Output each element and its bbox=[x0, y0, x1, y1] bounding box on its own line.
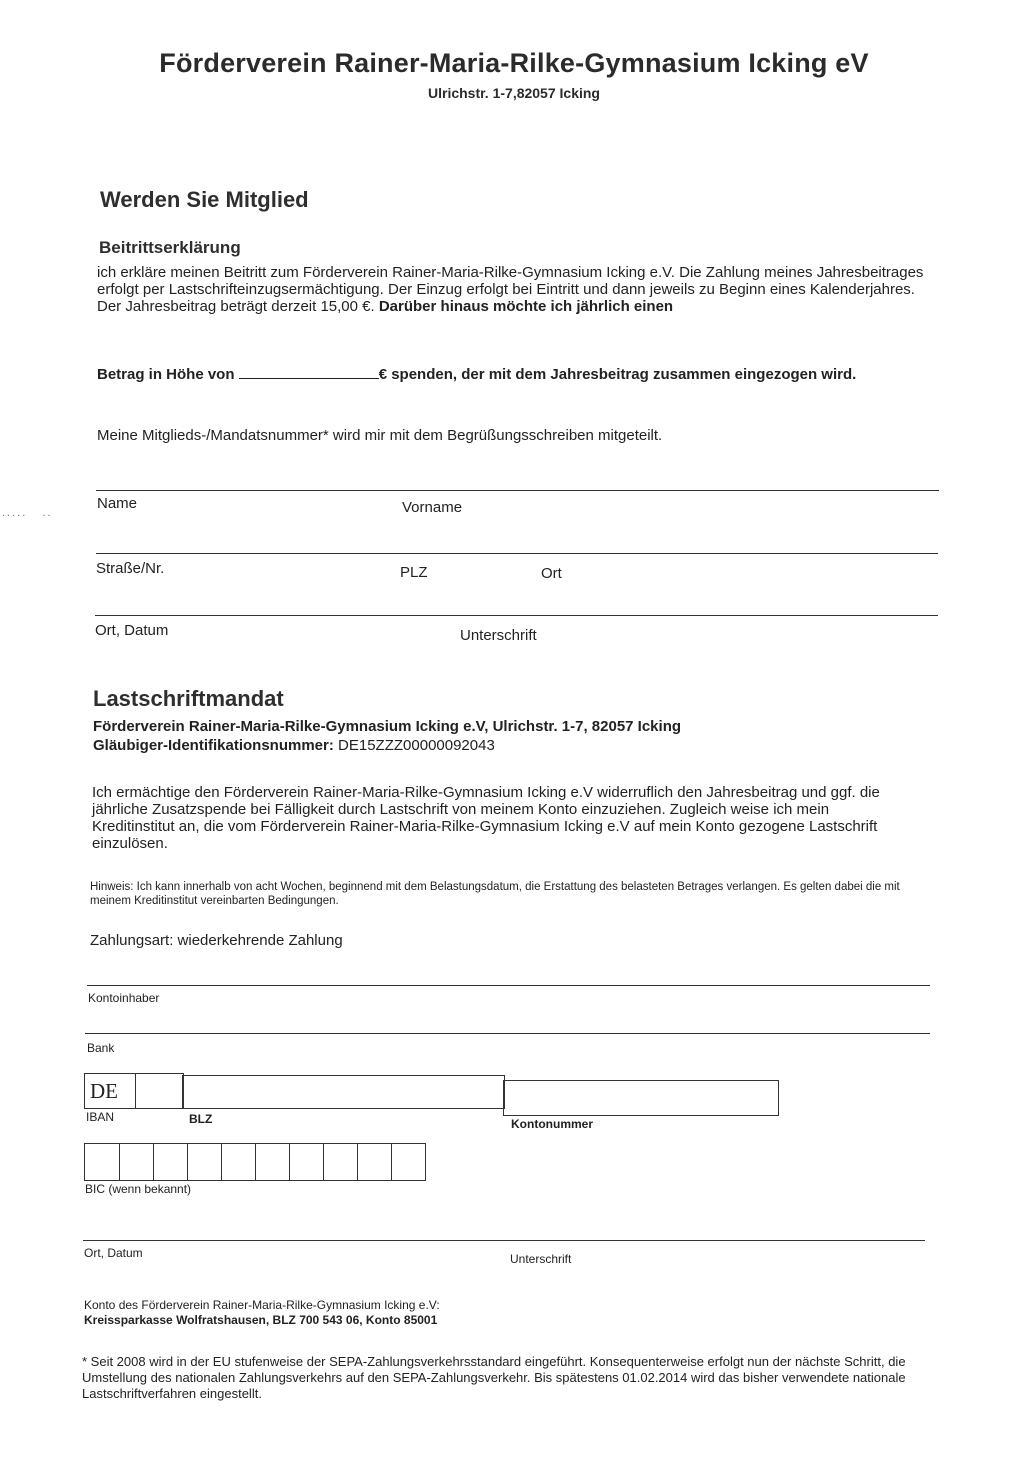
name-line[interactable] bbox=[96, 490, 939, 491]
membership-heading: Werden Sie Mitglied bbox=[100, 187, 309, 212]
declaration-body: ich erkläre meinen Beitritt zum Förderverein Rainer-Maria-Rilke-Gymnasium Icking e.V. Die Zahlung meines Jahresbeitrages erfolgt per Lastschrifteinzugsermächtigung. Der Einzug erfolgt bei Eintritt und dann jeweils zu Beginn eines Kalenderjahres. Der Jahresbeitrag beträgt derzeit 15,00 €. bbox=[97, 264, 924, 315]
account-line-1 bbox=[84, 1298, 440, 1312]
unterschrift-label: Unterschrift bbox=[460, 627, 537, 644]
address-line[interactable] bbox=[96, 553, 938, 554]
ort-label: Ort bbox=[541, 565, 562, 582]
bank-line[interactable] bbox=[85, 1033, 930, 1034]
iban-country-box[interactable] bbox=[84, 1073, 184, 1109]
name-label: Name bbox=[97, 495, 138, 512]
donation-line bbox=[97, 364, 907, 383]
declaration-body-bold: Darüber hinaus möchte ich jährlich einen bbox=[378, 298, 674, 315]
signature-line-mandate[interactable] bbox=[83, 1240, 925, 1241]
bic-label: BIC (wenn bekannt) bbox=[85, 1182, 192, 1196]
creditor-id: DE15ZZZ00000092043 bbox=[338, 737, 495, 754]
donation-prefix: Betrag in Höhe von bbox=[97, 366, 235, 383]
kontoinhaber-line[interactable] bbox=[87, 985, 930, 986]
creditor-id-label: Gläubiger-Identifikationsnummer: bbox=[93, 737, 334, 754]
donation-suffix: € spenden, der mit dem Jahresbeitrag zusammen eingezogen wird. bbox=[378, 366, 857, 383]
account-info-1: Konto des Förderverein Rainer-Maria-Rilke-Gymnasium Icking e.V: bbox=[84, 1298, 440, 1312]
iban-label: IBAN bbox=[86, 1110, 115, 1124]
mandate-heading: Lastschriftmandat bbox=[93, 686, 284, 711]
mandate-hint: Hinweis: Ich kann innerhalb von acht Wochen, beginnend mit dem Belastungsdatum, die Erstattung des belasteten Betrages verlangen. Es gelten dabei die mit meinem Kreditinstitut vereinbarten Bedingungen. bbox=[90, 881, 900, 907]
vorname-label: Vorname bbox=[402, 499, 463, 516]
organization-title: Förderverein Rainer-Maria-Rilke-Gymnasium Icking eV bbox=[159, 48, 869, 78]
kontoinhaber-label: Kontoinhaber bbox=[88, 991, 160, 1005]
creditor-id-line bbox=[93, 737, 495, 754]
signature-line-membership[interactable] bbox=[95, 615, 938, 616]
declaration-text bbox=[97, 264, 942, 315]
iban-prefill: DE bbox=[90, 1079, 118, 1103]
declaration-subheading: Beitrittserklärung bbox=[99, 238, 241, 257]
payment-type: Zahlungsart: wiederkehrende Zahlung bbox=[90, 932, 343, 949]
blz-label: BLZ bbox=[189, 1112, 213, 1126]
sepa-footnote: * Seit 2008 wird in der EU stufenweise der SEPA-Zahlungsverkehrsstandard eingeführt. Konsequenterweise erfolgt nun der nächste Schritt, die Umstellung des nationalen Zahlungsverkehrs auf den SEPA-Zahlungsverkehr. Bis spätestens 01.02.2014 wird das bisher verwendete nationale Lastschriftverfahren eingestellt. bbox=[82, 1354, 906, 1401]
creditor-line: Förderverein Rainer-Maria-Rilke-Gymnasium Icking e.V, Ulrichstr. 1-7, 82057 Icking bbox=[93, 718, 682, 735]
iban-cell-divider bbox=[135, 1074, 136, 1108]
plz-label: PLZ bbox=[400, 564, 428, 581]
bic-box[interactable] bbox=[84, 1143, 426, 1181]
strasse-label: Straße/Nr. bbox=[96, 560, 165, 577]
account-line-2: Kreissparkasse Wolfratshausen, BLZ 700 543 06, Konto 85001 bbox=[84, 1313, 438, 1327]
ort-datum-label: Ort, Datum bbox=[95, 622, 169, 639]
mandate-ort-datum-label: Ort, Datum bbox=[84, 1246, 143, 1260]
kontonummer-label: Kontonummer bbox=[511, 1117, 593, 1131]
kontonummer-box[interactable] bbox=[503, 1080, 779, 1116]
scan-mark: ..... .. bbox=[2, 507, 53, 519]
member-number-note: Meine Mitglieds-/Mandatsnummer* wird mir mit dem Begrüßungsschreiben mitgeteilt. bbox=[97, 427, 663, 444]
blz-box[interactable] bbox=[182, 1075, 505, 1109]
mandate-authorization: Ich ermächtige den Förderverein Rainer-Maria-Rilke-Gymnasium Icking e.V widerruflich den Jahresbeitrag und ggf. die jährliche Zusatzspende bei Fälligkeit durch Lastschrift von meinem Konto einzuziehen. Zugleich weise ich mein Kreditinstitut an, die vom Förderverein Rainer-Maria-Rilke-Gymnasium Icking e.V auf mein Konto gezogene Lastschrift einzulösen. bbox=[92, 784, 880, 852]
bank-label: Bank bbox=[87, 1041, 115, 1055]
organization-address: Ulrichstr. 1-7,82057 Icking bbox=[428, 85, 600, 101]
donation-amount-field[interactable] bbox=[239, 364, 379, 379]
mandate-unterschrift-label: Unterschrift bbox=[510, 1252, 572, 1266]
